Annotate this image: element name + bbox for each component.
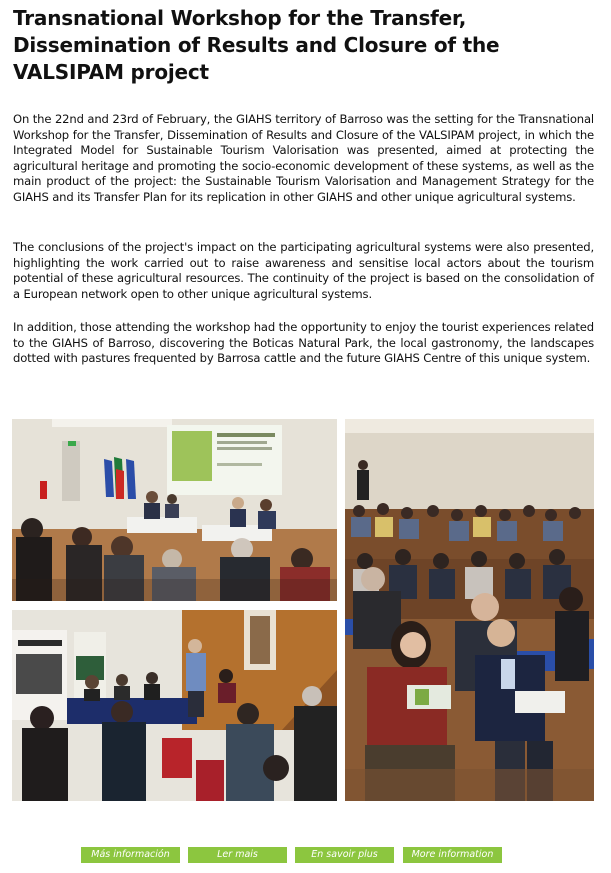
article-paragraph: In addition, those attending the workshop had the opportunity to enjoy the tourist experiences related to the GIAHS of Barroso, discovering the Boticas Natural Park, the local gastronomy, the landscapes dotted with pastures frequented by Barrosa cattle and the future GIAHS Centre of this unique system. — [13, 320, 594, 366]
article-paragraph: On the 22nd and 23rd of February, the GIAHS territory of Barroso was the setting for the Transnational Workshop for the Transfer, Dissemination of Results and Closure of the VALSIPAM project, in which the Integrated Model for Sustainable Tourism Valorisation was presented, aimed at protecting the agricultural heritage and promoting the socio-economic development of these systems, as well as the main product of the project: the Sustainable Tourism Valorisation and Management Strategy for the GIAHS and its Transfer Plan for its replication in other GIAHS and other unique agricultural systems. — [13, 112, 594, 204]
more-info-portuguese-button[interactable]: Ler mais — [188, 847, 287, 863]
workshop-photo-panel — [12, 419, 337, 601]
more-info-english-button[interactable]: More information — [403, 847, 502, 863]
more-info-spanish-button[interactable]: Más información — [81, 847, 180, 863]
article-paragraph: The conclusions of the project's impact on the participating agricultural systems were also presented, highlighting the work carried out to raise awareness and sensitise local actors about the tourism potential of these agricultural resources. The continuity of the project is based on the consolidation of a European network open to other unique agricultural systems. — [13, 240, 594, 301]
workshop-photo-audience — [345, 419, 594, 801]
workshop-photo-speaker — [12, 610, 337, 801]
language-links — [0, 847, 611, 864]
more-info-french-button[interactable]: En savoir plus — [295, 847, 394, 863]
article-title: Transnational Workshop for the Transfer, Dissemination of Results and Closure of the VALSIPAM project — [13, 6, 500, 84]
